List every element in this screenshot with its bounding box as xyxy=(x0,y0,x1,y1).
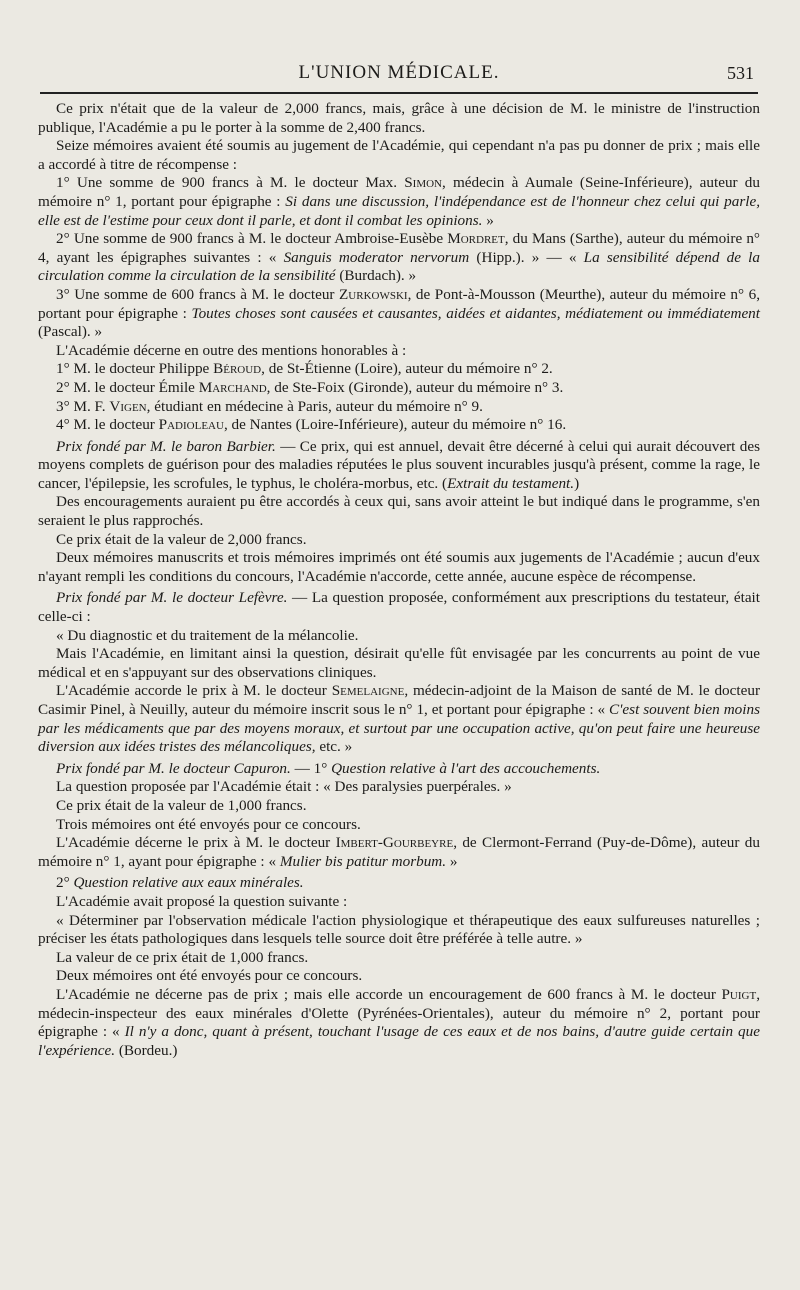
text-run: 2° M. le docteur Émile xyxy=(56,378,199,396)
text-run: Ce prix était de la valeur de 1,000 francs. xyxy=(56,796,307,814)
paragraph xyxy=(38,137,760,174)
italic-text: Prix fondé par M. le baron Barbier. xyxy=(56,437,276,455)
text-run: — Ce prix, qui est annuel, devait être décerné à celui qui aurait découvert des moyens complets de guérison pour des maladies réputées le plus souvent incurables jusqu'à présent, comme la rage, le cancer, l'épilepsie, les scrofules, le typhus, le choléra-morbus, etc. ( xyxy=(38,437,760,492)
author-name: Béroud xyxy=(213,360,262,378)
paragraph xyxy=(38,398,760,417)
paragraph xyxy=(38,230,760,286)
text-run: Ce prix était de la valeur de 2,000 francs. xyxy=(56,530,307,548)
italic-text: La sensibilité dépend de la circulation comme la circulation de la sensibilité xyxy=(38,248,760,285)
paragraph xyxy=(38,834,760,871)
italic-text: Mulier bis patitur morbum. xyxy=(279,852,447,870)
text-run: (Burdach). » xyxy=(335,267,417,285)
paragraph xyxy=(38,797,760,816)
text-run: 2° xyxy=(56,874,74,892)
text-run: Seize mémoires avaient été soumis au jugement de l'Académie, qui cependant n'a pas pu donner de prix ; mais elle a accordé à titre de récompense : xyxy=(38,137,760,173)
text-run: (Hipp.). » — « xyxy=(469,248,584,266)
paragraph xyxy=(38,949,760,968)
author-name: Puigt xyxy=(721,985,757,1003)
italic-text: C'est souvent bien moins par les médicaments que par des moyens moraux, et surtout par une occupation active, qu'on peut faire une heureuse diversion aux idées tristes des mélancoliques, xyxy=(38,701,760,756)
page-number: 531 xyxy=(727,63,754,83)
text-run: ) xyxy=(574,474,580,492)
paragraph xyxy=(38,589,760,626)
italic-text: Question relative à l'art des accouchements. xyxy=(331,759,601,777)
text-run: , de St-Étienne (Loire), auteur du mémoire n° 2. xyxy=(261,360,553,378)
author-name: Imbert-Gourbeyre xyxy=(335,834,454,852)
text-run: (Pascal). » xyxy=(38,323,103,341)
italic-text: Toutes choses sont causées et causantes, aidées et aidantes, médiatement ou immédiatement xyxy=(191,304,760,322)
paragraph xyxy=(38,912,760,949)
text-run: « Déterminer par l'observation médicale l'action physiologique et thérapeutique des eaux sulfureuses naturelles ; préciser les états pathologiques dans lesquels telle source doit être préférée à telle autre. » xyxy=(38,911,760,948)
text-run: La valeur de ce prix était de 1,000 francs. xyxy=(56,948,309,966)
paragraph xyxy=(38,531,760,550)
paragraph xyxy=(38,286,760,342)
text-run: Deux mémoires manuscrits et trois mémoires imprimés ont été soumis aux jugements de l'Académie ; aucun d'eux n'ayant rempli les conditions du concours, l'Académie n'accorde, cette année, aucune espèce de récompense. xyxy=(38,549,760,585)
paragraph xyxy=(38,379,760,398)
author-name: Marchand xyxy=(198,378,267,396)
text-run: , étudiant en médecine à Paris, auteur du mémoire n° 9. xyxy=(146,397,483,415)
author-name: Semelaigne xyxy=(331,682,405,700)
author-name: Padioleau xyxy=(158,416,224,434)
author-name: Mordret xyxy=(447,230,505,248)
text-run: Ce prix n'était que de la valeur de 2,000 francs, mais, grâce à une décision de M. le ministre de l'instruction publique, l'Académie a pu le porter à la somme de 2,400 francs. xyxy=(38,100,760,136)
text-run: La question proposée par l'Académie était : « Des paralysies puerpérales. » xyxy=(56,778,512,796)
author-name: Zurkowski xyxy=(339,285,408,303)
paragraph xyxy=(38,816,760,835)
text-run: Des encouragements auraient pu être accordés à ceux qui, sans avoir atteint le but indiqué dans le programme, s'en seraient le plus rapprochés. xyxy=(38,493,760,530)
paragraph xyxy=(38,493,760,530)
paragraph xyxy=(38,682,760,756)
text-run: , du Mans (Sarthe), auteur du mémoire n° 4, ayant les épigraphes suivantes : « xyxy=(38,230,760,266)
paragraph xyxy=(38,100,760,137)
text-run: 4° M. le docteur xyxy=(56,416,159,434)
text-run: , de Pont-à-Mousson (Meurthe), auteur du mémoire n° 6, portant pour épigraphe : xyxy=(38,285,761,322)
text-run: 1° M. le docteur Philippe xyxy=(56,360,214,378)
text-run: — 1° xyxy=(290,759,332,777)
text-run: L'Académie avait proposé la question suivante : xyxy=(56,892,348,910)
paragraph xyxy=(38,549,760,586)
page-header xyxy=(40,58,758,94)
text-run: L'Académie ne décerne pas de prix ; mais elle accorde un encouragement de 600 francs à M. le docteur xyxy=(56,985,722,1003)
paragraph xyxy=(38,760,760,779)
running-title: L'UNION MÉDICALE. xyxy=(298,62,500,83)
italic-text: Si dans une discussion, l'indépendance est de l'honneur chez celui qui parle, elle est de l'estime pour ceux dont il parle, et dont il combat les opinions. xyxy=(38,192,760,229)
text-run: Deux mémoires ont été envoyés pour ce concours. xyxy=(56,967,363,985)
text-run: , de Ste-Foix (Gironde), auteur du mémoire n° 3. xyxy=(266,378,564,396)
text-run: 3° Une somme de 600 francs à M. le docteur xyxy=(56,285,340,303)
text-run: , médecin-adjoint de la Maison de santé de M. le docteur Casimir Pinel, à Neuilly, auteur du mémoire inscrit sous le n° 1, et portant pour épigraphe : « xyxy=(38,682,761,718)
text-run: (Bordeu.) xyxy=(115,1041,178,1059)
paragraph xyxy=(38,360,760,379)
text-run: 2° Une somme de 900 francs à M. le docteur Ambroise-Eusèbe xyxy=(56,230,448,248)
italic-text: Il n'y a donc, quant à présent, touchant l'usage de ces eaux et de nos bains, d'autre guide certain que l'expérience. xyxy=(38,1023,760,1059)
paragraph xyxy=(38,645,760,682)
author-name: Vigen xyxy=(109,397,147,415)
author-name: Simon xyxy=(404,174,442,192)
paragraph xyxy=(38,893,760,912)
italic-text: Prix fondé par M. le docteur Capuron. xyxy=(56,759,291,777)
text-run: etc. » xyxy=(315,738,353,756)
text-run: L'Académie accorde le prix à M. le docteur xyxy=(56,682,332,700)
italic-text: Prix fondé par M. le docteur Lefèvre. xyxy=(56,589,288,607)
text-run: 1° Une somme de 900 francs à M. le docteur Max. xyxy=(56,174,405,192)
paragraph xyxy=(38,342,760,361)
paragraph xyxy=(38,967,760,986)
paragraph xyxy=(38,438,760,494)
text-run: L'Académie décerne le prix à M. le docteur xyxy=(56,834,336,852)
text-run: « Du diagnostic et du traitement de la mélancolie. xyxy=(56,626,359,644)
paragraph xyxy=(38,874,760,893)
text-run: 3° M. F. xyxy=(56,397,110,415)
text-run: , médecin à Aumale (Seine-Inférieure), auteur du mémoire n° 1, portant pour épigraphe : xyxy=(38,174,760,210)
text-run: » xyxy=(482,211,494,229)
text-run: , de Nantes (Loire-Inférieure), auteur du mémoire n° 16. xyxy=(223,416,567,434)
paragraph xyxy=(38,778,760,797)
italic-text: Extrait du testament. xyxy=(447,474,575,492)
text-run: » xyxy=(446,852,458,870)
article-body xyxy=(38,100,760,1060)
text-run: L'Académie décerne en outre des mentions honorables à : xyxy=(56,341,407,359)
text-run: Trois mémoires ont été envoyés pour ce concours. xyxy=(56,815,361,833)
paragraph xyxy=(38,627,760,646)
italic-text: Sanguis moderator nervorum xyxy=(283,248,470,266)
paragraph xyxy=(38,174,760,230)
text-run: , de Clermont-Ferrand (Puy-de-Dôme), auteur du mémoire n° 1, ayant pour épigraphe : « xyxy=(38,834,760,870)
text-run: — La question proposée, conformément aux prescriptions du testateur, était celle-ci : xyxy=(38,589,760,626)
text-run: Mais l'Académie, en limitant ainsi la question, désirait qu'elle fût envisagée par les concurrents au point de vue médical et en s'appuyant sur des observations cliniques. xyxy=(38,645,760,681)
italic-text: Question relative aux eaux minérales. xyxy=(73,874,304,892)
paragraph xyxy=(38,416,760,435)
paragraph xyxy=(38,986,760,1060)
text-run: , médecin-inspecteur des eaux minérales d'Olette (Pyrénées-Orientales), auteur du mémoire n° 2, portant pour épigraphe : « xyxy=(38,985,760,1041)
